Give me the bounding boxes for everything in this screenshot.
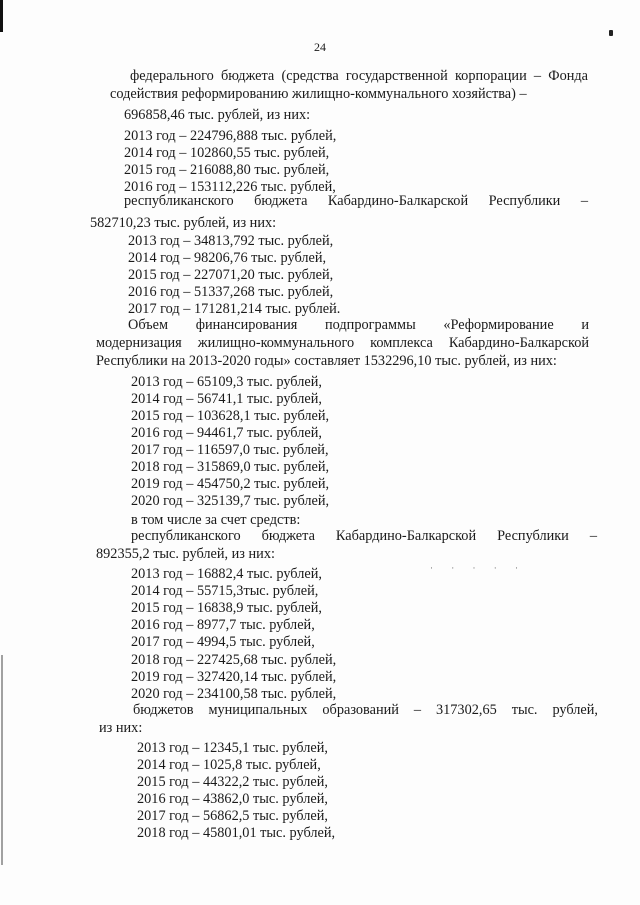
text-line: в том числе за счет средств: [131, 512, 301, 528]
text-line: 2013 год – 65109,3 тыс. рублей, [131, 374, 322, 390]
text-line: Объем финансирования подпрограммы «Реформирование и [128, 317, 589, 333]
text-line: 2019 год – 454750,2 тыс. рублей, [131, 476, 330, 492]
text-line: 2014 год – 1025,8 тыс. рублей, [137, 757, 321, 773]
text-line: 2016 год – 94461,7 тыс. рублей, [131, 425, 322, 441]
text-line: 2018 год – 45801,01 тыс. рублей, [137, 825, 336, 841]
text-line: 2018 год – 315869,0 тыс. рублей, [131, 459, 330, 475]
scan-edge-shadow [1, 655, 3, 865]
scan-speck [609, 30, 613, 36]
text-line: 2014 год – 98206,76 тыс. рублей, [128, 250, 327, 266]
text-line: 2016 год – 43862,0 тыс. рублей, [137, 791, 328, 807]
text-line: содействия реформированию жилищно-коммунального хозяйства) – [110, 86, 527, 102]
text-line: 2017 год – 171281,214 тыс. рублей. [128, 301, 341, 317]
text-line: 2015 год – 227071,20 тыс. рублей, [128, 267, 334, 283]
text-line: из них: [99, 720, 143, 736]
text-line: 2016 год – 51337,268 тыс. рублей, [128, 284, 334, 300]
text-line: 2019 год – 327420,14 тыс. рублей, [131, 669, 337, 685]
text-line: 2017 год – 4994,5 тыс. рублей, [131, 634, 315, 650]
text-line: 2013 год – 16882,4 тыс. рублей, [131, 566, 322, 582]
text-line: 2016 год – 153112,226 тыс. рублей, [124, 179, 336, 195]
text-line: 2017 год – 56862,5 тыс. рублей, [137, 808, 328, 824]
text-line: 2014 год – 56741,1 тыс. рублей, [131, 391, 322, 407]
text-line: 2016 год – 8977,7 тыс. рублей, [131, 617, 315, 633]
text-line: 2020 год – 325139,7 тыс. рублей, [131, 493, 330, 509]
text-line: 696858,46 тыс. рублей, из них: [124, 107, 311, 123]
text-line: 2020 год – 234100,58 тыс. рублей, [131, 686, 337, 702]
text-line: республиканского бюджета Кабардино-Балкарской Республики – [131, 528, 597, 544]
text-line: 582710,23 тыс. рублей, из них: [90, 215, 277, 231]
text-line: 2017 год – 116597,0 тыс. рублей, [131, 442, 329, 458]
text-line: федерального бюджета (средства государственной корпорации – Фонда [130, 68, 588, 84]
scan-edge-mark [0, 0, 3, 32]
text-line: 2015 год – 103628,1 тыс. рублей, [131, 408, 330, 424]
text-line: 2013 год – 12345,1 тыс. рублей, [137, 740, 328, 756]
text-line: 2014 год – 55715,3тыс. рублей, [131, 583, 319, 599]
scan-dots: · · · · · [430, 563, 526, 573]
text-line: 2018 год – 227425,68 тыс. рублей, [131, 652, 337, 668]
text-line: 2013 год – 34813,792 тыс. рублей, [128, 233, 334, 249]
text-line: Республики на 2013-2020 годы» составляет 1532296,10 тыс. рублей, из них: [96, 353, 557, 369]
text-line: 2013 год – 224796,888 тыс. рублей, [124, 128, 337, 144]
text-line: республиканского бюджета Кабардино-Балкарской Республики – [124, 193, 588, 209]
text-line: 892355,2 тыс. рублей, из них: [96, 546, 275, 562]
text-line: 2015 год – 16838,9 тыс. рублей, [131, 600, 322, 616]
text-line: 2015 год – 216088,80 тыс. рублей, [124, 162, 330, 178]
text-line: 2014 год – 102860,55 тыс. рублей, [124, 145, 330, 161]
page-number: 24 [314, 40, 326, 54]
text-line: 2015 год – 44322,2 тыс. рублей, [137, 774, 328, 790]
text-line: модернизация жилищно-коммунального комплекса Кабардино-Балкарской [96, 335, 589, 351]
text-line: бюджетов муниципальных образований – 317302,65 тыс. рублей, [133, 702, 598, 718]
